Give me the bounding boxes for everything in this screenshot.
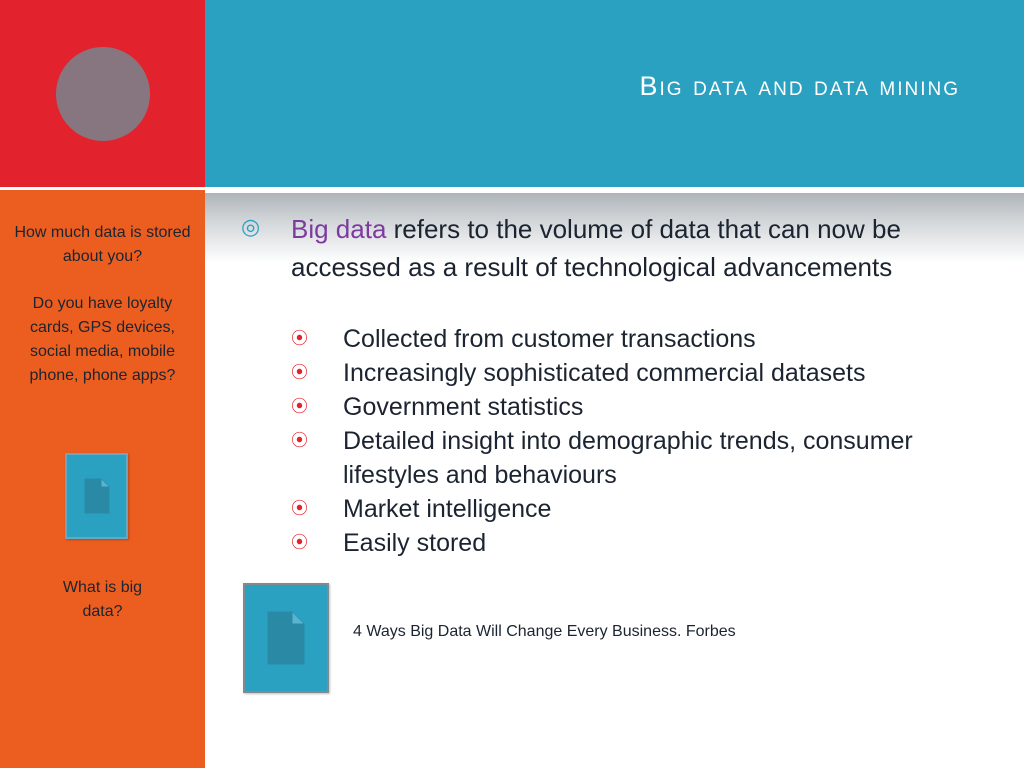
circled-dot-bullet-icon: ⦿	[291, 397, 308, 416]
sidebar-document-icon[interactable]	[65, 453, 128, 539]
circled-dot-bullet-icon: ⦿	[291, 533, 308, 552]
circled-dot-bullet-icon: ⦿	[291, 329, 308, 348]
list-item	[291, 492, 981, 526]
source-caption: 4 Ways Big Data Will Change Every Business. Forbes	[353, 623, 736, 640]
intro-paragraph	[291, 210, 991, 286]
circled-dot-bullet-icon: ⦿	[291, 499, 308, 518]
sidebar-question-devices: Do you have loyalty cards, GPS devices, social media, mobile phone, phone apps?	[29, 295, 176, 384]
list-item-text: Detailed insight into demographic trends, consumer lifestyles and behaviours	[343, 427, 913, 489]
circled-dot-bullet-icon: ⦿	[291, 431, 308, 450]
list-item-text: Increasingly sophisticated commercial datasets	[343, 359, 866, 387]
list-item-text: Collected from customer transactions	[343, 325, 756, 353]
concentric-circle-bullet-icon: ◎	[241, 215, 261, 240]
intro-text: refers to the volume of data that can now be accessed as a result of technological advancements	[291, 214, 901, 282]
intro-term: Big data	[291, 214, 387, 244]
list-item	[291, 390, 981, 424]
sub-bullet-list	[291, 322, 981, 560]
document-icon	[83, 477, 111, 515]
list-item-text: Market intelligence	[343, 495, 552, 523]
list-item	[291, 322, 981, 356]
list-item	[291, 424, 981, 492]
list-item	[291, 526, 981, 560]
decorative-circle	[56, 47, 150, 141]
list-item-text: Easily stored	[343, 529, 487, 557]
list-item-text: Government statistics	[343, 393, 584, 421]
circled-dot-bullet-icon: ⦿	[291, 363, 308, 382]
sidebar-question-what-is-big-data: What is big data?	[62, 579, 143, 620]
slide-title: Big data and data mining	[639, 71, 960, 101]
sidebar-question-stored-data: How much data is stored about you?	[14, 224, 191, 265]
source-document-icon[interactable]	[243, 583, 329, 693]
list-item	[291, 356, 981, 390]
document-icon	[266, 610, 306, 666]
